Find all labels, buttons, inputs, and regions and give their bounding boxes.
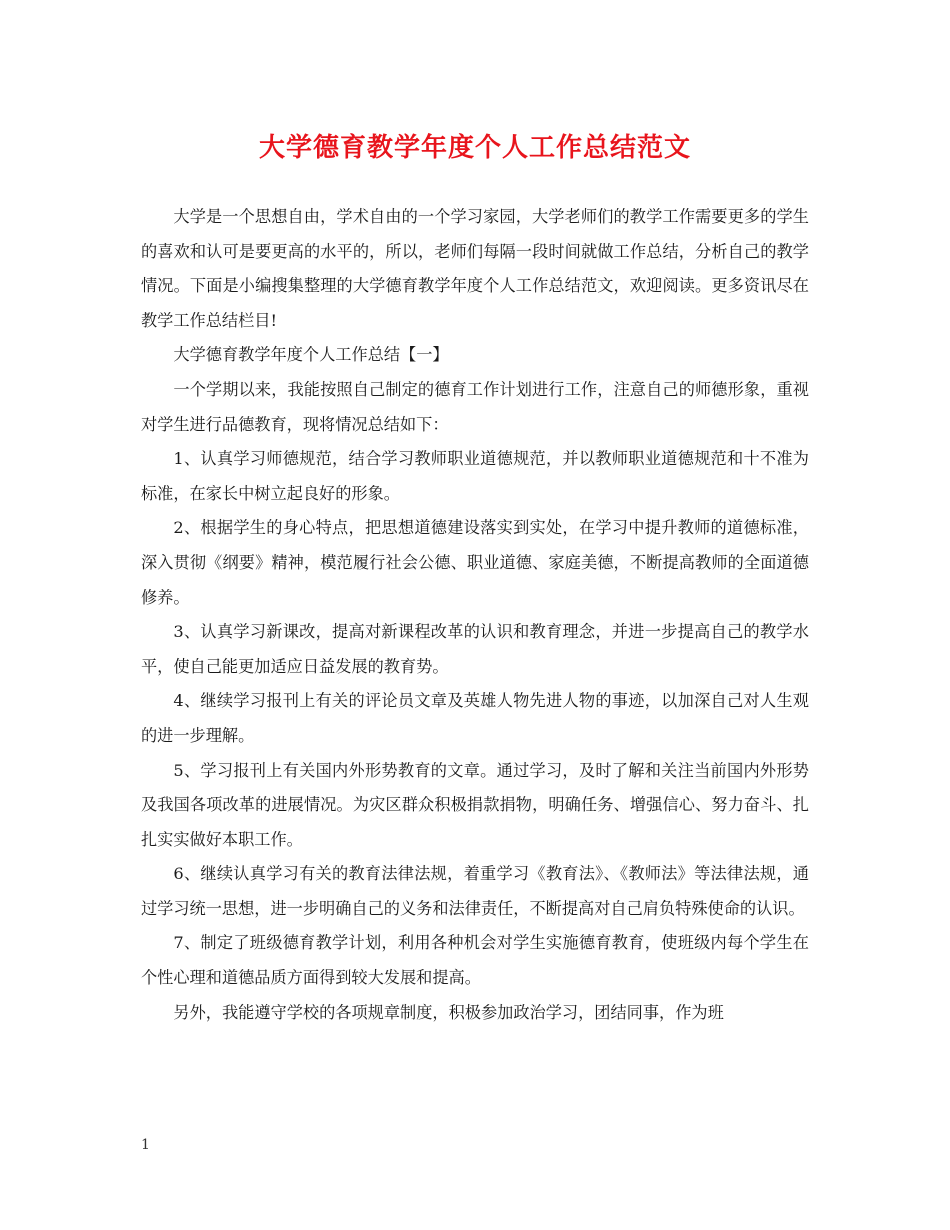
list-item-6: 6、继续认真学习有关的教育法律法规，着重学习《教育法》、《教师法》等法律法规，通过学习统一思想，进一步明确自己的义务和法律责任，不断提高对自己肩负特殊使命的认识。 xyxy=(141,864,809,918)
section-heading: 大学德育教学年度个人工作总结【一】 xyxy=(173,345,449,365)
list-item-5: 5、学习报刊上有关国内外形势教育的文章。通过学习，及时了解和关注当前国内外形势及我国各项改革的进展情况。为灾区群众积极捐款捐物，明确任务、增强信心、努力奋斗、扎扎实实做好本职工作。 xyxy=(141,760,809,849)
paragraph: 一个学期以来，我能按照自己制定的德育工作计划进行工作，注意自己的师德形象，重视对学生进行品德教育，现将情况总结如下： xyxy=(141,379,809,434)
document-title: 大学德育教学年度个人工作总结范文 xyxy=(258,133,691,163)
closing-paragraph: 另外，我能遵守学校的各项规章制度，积极参加政治学习，团结同事，作为班 xyxy=(173,1002,724,1022)
intro-paragraph: 大学是一个思想自由，学术自由的一个学习家园，大学老师们的教学工作需要更多的学生的喜欢和认可是要更高的水平的，所以，老师们每隔一段时间就做工作总结，分析自己的教学情况。下面是小编搜集整理的大学德育教学年度个人工作总结范文，欢迎阅读。更多资讯尽在教学工作总结栏目! xyxy=(141,207,809,330)
list-item-7: 7、制定了班级德育教学计划，利用各种机会对学生实施德育教育，使班级内每个学生在个性心理和道德品质方面得到较大发展和提高。 xyxy=(141,933,809,988)
list-item-3: 3、认真学习新课改，提高对新课程改革的认识和教育理念，并进一步提高自己的教学水平，使自己能更加适应日益发展的教育势。 xyxy=(141,622,809,676)
list-item-1: 1、认真学习师德规范，结合学习教师职业道德规范，并以教师职业道德规范和十不准为标准，在家长中树立起良好的形象。 xyxy=(141,449,809,503)
list-item-4: 4、继续学习报刊上有关的评论员文章及英雄人物先进人物的事迹，以加深自己对人生观的进一步理解。 xyxy=(141,691,809,745)
page-number: 1 xyxy=(141,1137,150,1153)
document-body xyxy=(141,200,809,1030)
list-item-2: 2、根据学生的身心特点，把思想道德建设落实到实处，在学习中提升教师的道德标准，深入贯彻《纲要》精神，模范履行社会公德、职业道德、家庭美德，不断提高教师的全面道德修养。 xyxy=(141,518,809,607)
